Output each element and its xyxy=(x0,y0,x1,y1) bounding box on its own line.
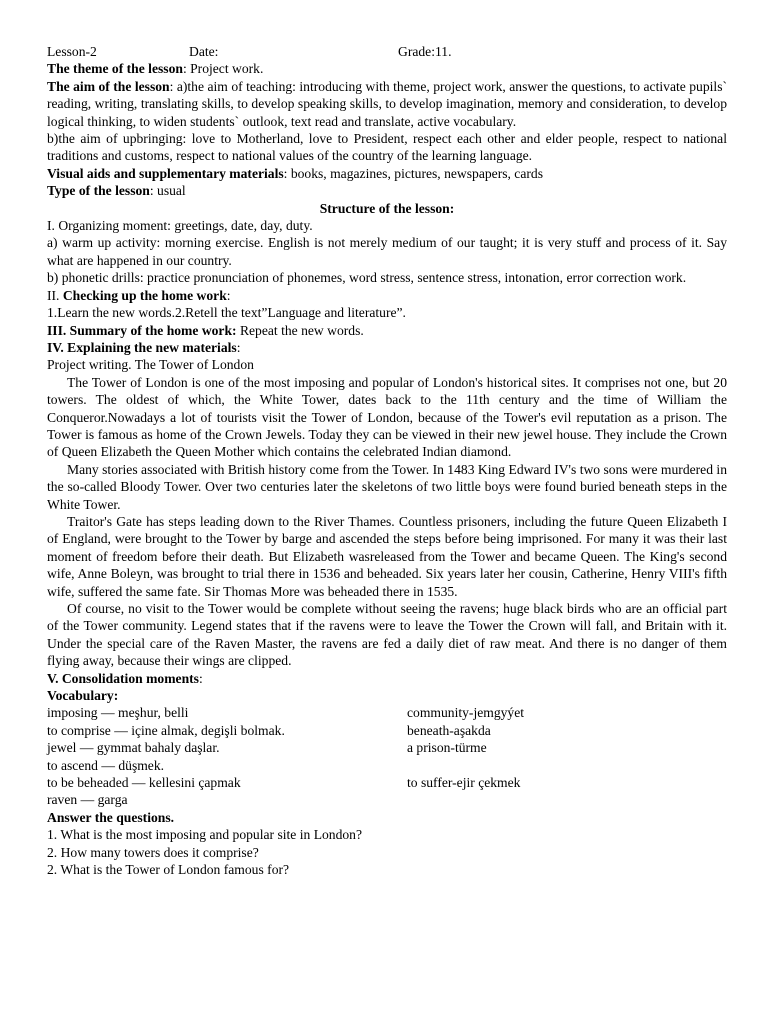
text-paragraph: Of course, no visit to the Tower would be complete without seeing the ravens; huge black birds who are an official part of the Tower community. Legend states that if the ravens were to leave the Tower the Crown will fall, and Britain with it. Under the special care of the Raven Master, the ravens are fed a daily diet of raw meat. And there is no danger of them flying away, because their wings are clipped. xyxy=(47,601,727,669)
question-item: 2. How many towers does it comprise? xyxy=(47,844,259,860)
vocabulary-list xyxy=(47,704,727,808)
text-paragraph: Traitor's Gate has steps leading down to the River Thames. Countless prisoners, including the future Queen Elizabeth I of England, were brought to the Tower by barge and ascended the steps before being imprisoned. For many it was their last moment of freedom before their death. But Elizabeth wasreleased from the Tower and became Queen. The King's second wife, Anne Boleyn, was brought to trial there in 1536 and beheaded. Six years later her cousin, Catherine, Henry VIII's fifth wife, suffered the same fate. Sir Thomas More was beheaded there in 1535. xyxy=(47,513,727,599)
vocab-row: to comprise — içine almak, degişli bolmak. beneath-aşakda xyxy=(47,722,491,738)
text-paragraph: Many stories associated with British history come from the Tower. In 1483 King Edward IV's two sons were murdered in the so-called Bloody Tower. Over two centuries later the skeletons of two little boys were found buried beneath steps in the White Tower. xyxy=(47,461,727,512)
lesson-header xyxy=(47,43,727,60)
question-item: 2. What is the Tower of London famous for? xyxy=(47,862,290,878)
vocab-row: imposing — meşhur, belli community-jemgyýet xyxy=(47,705,525,721)
text-paragraph: The Tower of London is one of the most imposing and popular of London's historical sites. It comprises not one, but 20 towers. The oldest of which, the White Tower, dates back to the 11th century and the time of William the Conqueror.Nowadays a lot of tourists visit the Tower of London, because of the Tower's evil reputation as a prison. The Tower is famous as home of the Crown Jewels. Today they can be viewed in their new jewel house. They include the Crown of Queen Elizabeth the Queen Mother which contains the celebrated Indian diamond. xyxy=(47,374,727,460)
vocabulary-title: Vocabulary: xyxy=(47,688,119,704)
questions-title: Answer the questions. xyxy=(47,809,175,825)
organizing-moment: I. Organizing moment: greetings, date, day, duty. xyxy=(47,218,313,234)
consolidation-moments: V. Consolidation moments: xyxy=(47,670,203,686)
vocab-row: raven — garga xyxy=(47,792,128,808)
lesson-document xyxy=(47,43,727,879)
lesson-type: Type of the lesson: usual xyxy=(47,183,186,199)
lesson-theme: The theme of the lesson: Project work. xyxy=(47,61,264,77)
visual-aids: Visual aids and supplementary materials: books, magazines, pictures, newspapers, cards xyxy=(47,165,543,181)
lesson-grade: Grade:11. xyxy=(398,44,452,59)
explaining-new-materials: IV. Explaining the new materials: xyxy=(47,339,241,355)
lesson-aim: The aim of the lesson: a)the aim of teaching: introducing with theme, project work, answer the questions, to activate pupils` reading, writing, translating skills, to develop speaking skills, to develop imagination, memory and consideration, to develop logical thinking, to widen students` outlook, text read and translate, active vocabulary. xyxy=(47,78,728,129)
vocab-row: jewel — gymmat bahaly daşlar. a prison-türme xyxy=(47,740,487,756)
vocab-row: to be beheaded — kellesini çapmak to suffer-ejir çekmek xyxy=(47,775,521,791)
homework-tasks: 1.Learn the new words.2.Retell the text”Language and literature”. xyxy=(47,305,406,321)
vocab-row: to ascend — düşmek. xyxy=(47,757,165,773)
project-subtitle: Project writing. The Tower of London xyxy=(47,357,254,373)
homework-summary: III. Summary of the home work: Repeat the new words. xyxy=(47,322,364,338)
structure-title: Structure of the lesson: xyxy=(319,200,455,216)
checking-homework: II. Checking up the home work: xyxy=(47,287,231,303)
warm-up-activity: a) warm up activity: morning exercise. English is not merely medium of our taught; it is very stuff and process of it. Say what are happened in our country. xyxy=(47,235,727,268)
question-item: 1. What is the most imposing and popular site in London? xyxy=(47,827,363,843)
phonetic-drills: b) phonetic drills: practice pronunciation of phonemes, word stress, sentence stress, intonation, error correction work. xyxy=(47,270,687,286)
aim-upbringing: b)the aim of upbringing: love to Motherland, love to President, respect each other and elder people, respect to national traditions and customs, respect to national values of the country of the learning language. xyxy=(47,131,727,164)
lesson-number: Lesson-2 xyxy=(47,44,97,59)
lesson-date: Date: xyxy=(189,44,219,59)
